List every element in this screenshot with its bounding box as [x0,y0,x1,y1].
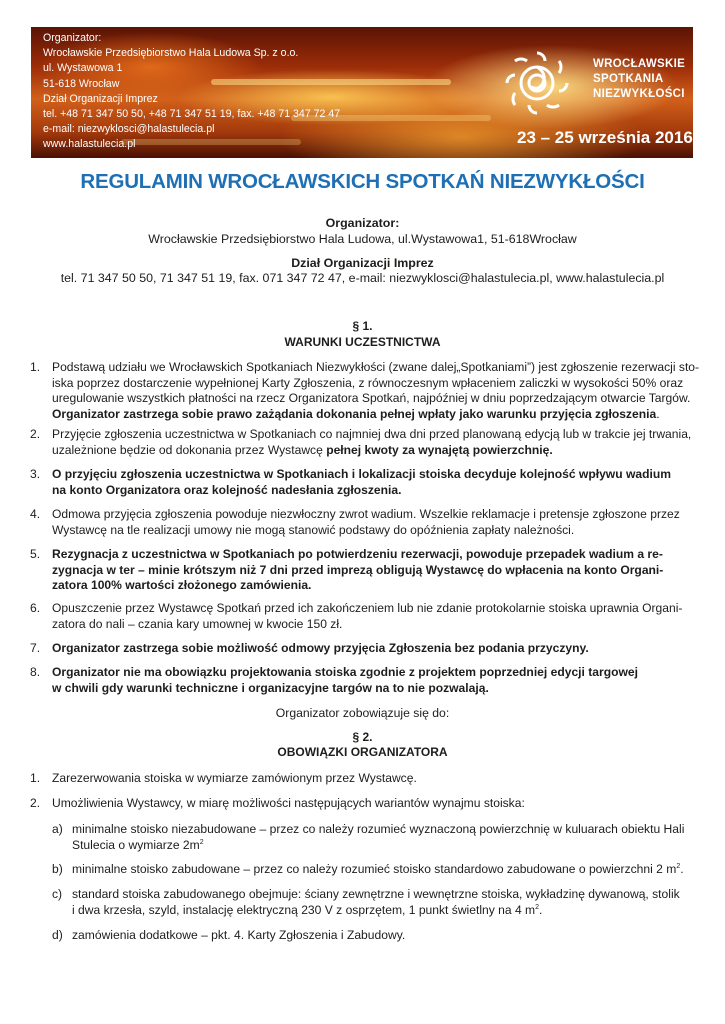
logo-line: WROCŁAWSKIE [593,58,686,70]
item-bold-line: w chwili gdy warunki techniczne i organizacyjne targów na to nie pozwalają. [52,680,489,695]
list-item [30,547,692,594]
list-item [30,360,700,422]
superscript: 2 [535,903,540,911]
sub-list-item [52,862,692,878]
department-label: Dział Organizacji Imprez [291,256,434,270]
list-number: 1. [30,360,41,374]
item-line: Opuszczenie przez Wystawcę Spotkań przed ich zakończeniem lub nie zdanie protokolarnie stoiska uprawnia Organi- [52,601,683,615]
list-item [30,665,692,696]
item-bold-line: Organizator zastrzega sobie prawo zażądania dokonania pełnej wpłaty jako warunku przyjęcia zgłoszenia [52,406,657,421]
list-number: 5. [30,547,41,561]
item-tail: . [656,406,660,421]
list-number: 3. [30,467,41,481]
item-bold-line: pełnej kwoty za wynajętą powierzchnię. [326,442,553,457]
list-number: 4. [30,507,41,521]
sub-list-item [52,887,692,918]
item-line: Zarezerwowania stoiska w wymiarze zamówionym przez Wystawcę. [52,771,417,785]
sub-list-letter: b) [52,862,63,876]
item-line: zamówienia dodatkowe – pkt. 4. Karty Zgłoszenia i Zabudowy. [72,928,406,942]
organizer-line: e-mail: niezwyklosci@halastulecia.pl [43,123,215,136]
organizer-line: Organizator: [43,32,102,44]
list-item [30,796,692,812]
item-bold-line: Organizator zastrzega sobie możliwość odmowy przyjęcia Zgłoszenia bez podania przyczyny. [52,641,589,655]
list-item [30,601,692,632]
list-item [30,427,692,458]
item-line: Odmowa przyjęcia zgłoszenia powoduje niezwłoczny zwrot wadium. Wszelkie reklamacje i pretensje zgłoszone przez [52,507,680,521]
item-line: Podstawą udziału we Wrocławskich Spotkaniach Niezwykłości (zwane dalej„Spotkaniami”) jest zgłoszenie rezerwacji sto- [52,360,700,374]
superscript: 2 [199,838,204,846]
item-line: uzależnione będzie od dokonania przez Wystawcę [52,442,327,457]
section-heading: OBOWIĄZKI ORGANIZATORA [277,745,448,759]
sub-list-item [52,822,692,853]
item-line: Wystawcę na tle realizacji umowy nie mogą stanowić podstawy do opóźnienia zapłaty należności. [52,522,575,537]
organizer-line: Dział Organizacji Imprez [43,92,158,105]
logo-line: SPOTKANIA [593,73,664,85]
section-number: § 1. [352,319,373,333]
item-line: iska poprzez dostarczenie wypełnionej Karty Zgłoszenia, z równoczesnym wpłaceniem zaliczki w wysokości 50% oraz [52,375,684,390]
document-title: REGULAMIN WROCŁAWSKICH SPOTKAŃ NIEZWYKŁOŚCI [80,170,645,193]
department-text: tel. 71 347 50 50, 71 347 51 19, fax. 071 347 72 47, e-mail: niezwyklosci@halastulecia.pl, www.halastulecia.pl [60,271,665,285]
list-item [30,641,692,657]
item-line: Przyjęcie zgłoszenia uczestnictwa w Spotkaniach co najmniej dwa dni przed planowaną edycją lub w trakcie jej trwania, [52,427,692,441]
organizer-line: www.halastulecia.pl [43,138,136,151]
list-item [30,467,692,498]
item-bold-line: Organizator nie ma obowiązku projektowania stoiska zgodnie z projektem poprzedniej edycji targowej [52,665,638,679]
organizer-text: Wrocławskie Przedsiębiorstwo Hala Ludowa, ul.Wystawowa1, 51-618Wrocław [148,232,577,246]
list-number: 1. [30,771,41,785]
sub-list-letter: c) [52,887,63,901]
item-bold-line: Rezygnacja z uczestnictwa w Spotkaniach po potwierdzeniu rezerwacji, powoduje przepadek wadium a re- [52,547,663,561]
item-tail: . [680,862,684,876]
sub-list-letter: d) [52,928,63,942]
organizer-label: Organizator: [325,216,400,230]
list-number: 7. [30,641,41,655]
item-bold-line: zatora 100% wartości złożonego zamówienia. [52,578,312,593]
organizer-line: Wrocławskie Przedsiębiorstwo Hala Ludowa Sp. z o.o. [43,47,299,60]
item-line: minimalne stoisko niezabudowane – przez co należy rozumieć wyznaczoną powierzchnię w kuluarach obiektu Hali [72,822,685,836]
list-item [30,771,692,787]
item-line: minimalne stoisko zabudowane – przez co należy rozumieć stoisko standardowo zabudowane o powierzchni 2 m [72,862,677,876]
event-dates: 23 – 25 września 2016 [517,128,693,147]
sub-list-item [52,928,692,944]
section-number: § 2. [352,730,373,744]
logo-line: NIEZWYKŁOŚCI [593,88,685,100]
item-bold-line: na konto Organizatora oraz kolejność nadesłania zgłoszenia. [52,482,402,497]
list-item [30,507,692,538]
event-logo-icon [501,47,573,119]
item-tail: . [539,902,543,917]
obligation-intro: Organizator zobowiązuje się do: [275,706,450,720]
item-line: Umożliwienia Wystawcy, w miarę możliwości następujących wariantów wynajmu stoiska: [52,796,525,810]
header-banner [31,27,693,158]
item-line: i dwa krzesła, szyld, instalację elektryczną 230 V z osprzętem, 1 punkt świetlny na 4 m [72,902,536,917]
item-line: zatora do nali – czania kary umownej w kwocie 150 zł. [52,616,343,631]
item-bold-line: zygnacja w ter – minie krótszym niż 7 dni przed imprezą obligują Wystawcę do wpłacenia na konto Organi- [52,562,664,577]
item-line: Stulecia o wymiarze 2m [72,837,200,852]
list-number: 8. [30,665,41,679]
sub-list-letter: a) [52,822,63,836]
list-number: 2. [30,796,41,810]
organizer-line: 51-618 Wrocław [43,77,120,90]
organizer-line: tel. +48 71 347 50 50, +48 71 347 51 19, fax. +48 71 347 72 47 [43,108,341,121]
item-bold-line: O przyjęciu zgłoszenia uczestnictwa w Spotkaniach i lokalizacji stoiska decyduje kolejność wpływu wadium [52,467,671,481]
organizer-contact-block [43,31,340,153]
section-heading: WARUNKI UCZESTNICTWA [284,335,441,349]
item-line: uregulowanie wszystkich płatności na rzecz Organizatora Spotkań, najpóźniej w dniu poprzedzającym otwarcie Targów. [52,391,691,406]
superscript: 2 [676,862,681,870]
item-line: standard stoiska zabudowanego obejmuje: ściany zewnętrzne i wewnętrzne stoiska, wykładzinę dywanową, stolik [72,887,680,901]
list-number: 2. [30,427,41,441]
list-number: 6. [30,601,41,615]
organizer-line: ul. Wystawowa 1 [43,62,123,75]
event-logo-text [593,57,685,102]
